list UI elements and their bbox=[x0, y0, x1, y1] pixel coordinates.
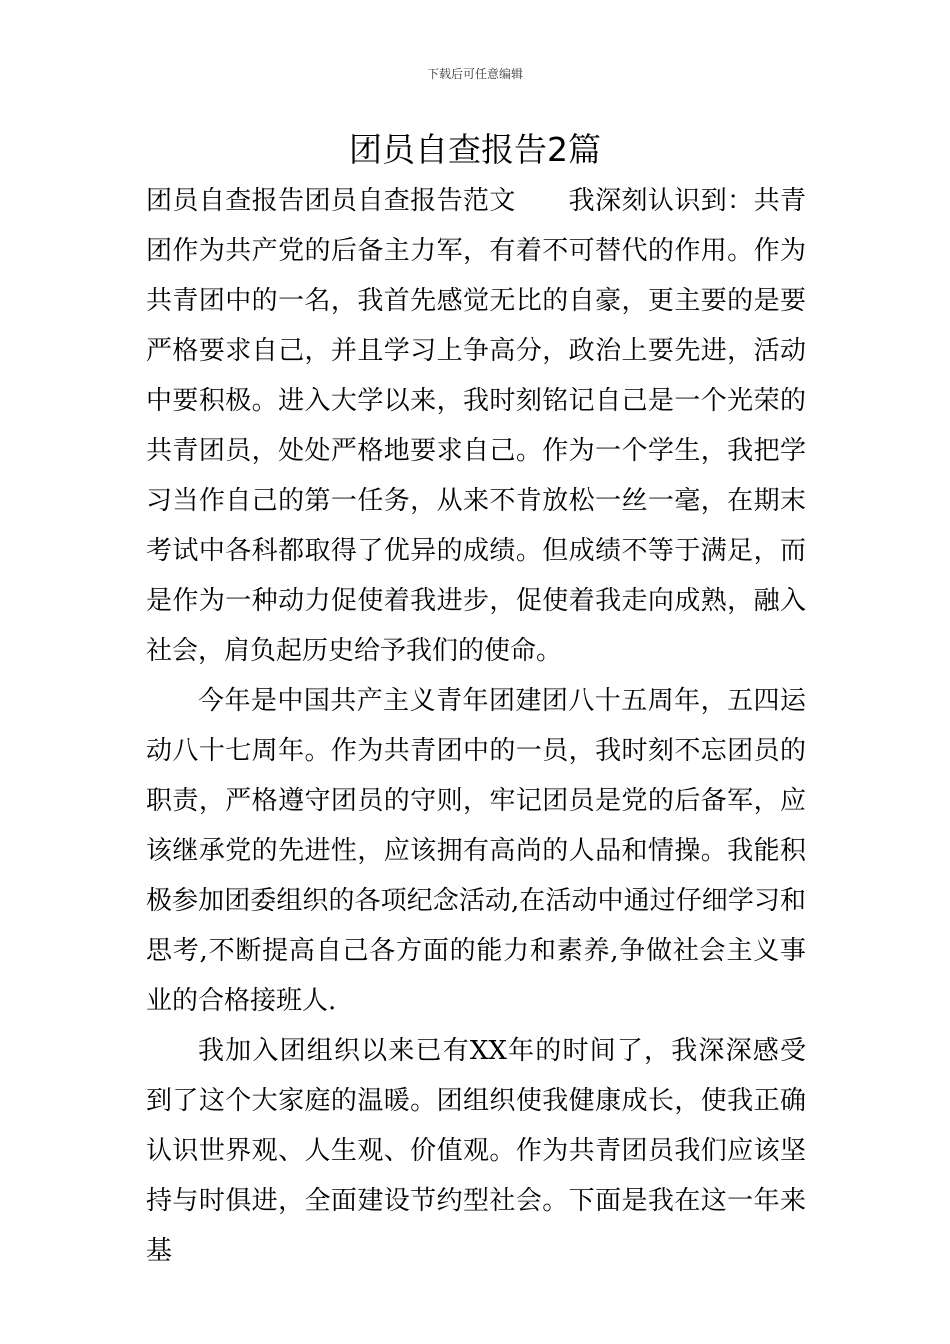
document-title: 团员自查报告2篇 bbox=[349, 130, 601, 169]
document-body bbox=[146, 176, 806, 1276]
paragraph-2: 今年是中国共产主义青年团建团八十五周年，五四运动八十七周年。作为共青团中的一员，我时刻不忘团员的职责，严格遵守团员的守则，牢记团员是党的后备军，应该继承党的先进性，应该拥有高尚的人品和情操。我能积极参加团委组织的各项纪念活动,在活动中通过仔细学习和思考,不断提高自己各方面的能力和素养,争做社会主义事业的合格接班人. bbox=[146, 686, 806, 1016]
paragraph-1: 团员自查报告团员自查报告范文 我深刻认识到：共青团作为共产党的后备主力军，有着不可替代的作用。作为共青团中的一名，我首先感觉无比的自豪，更主要的是要严格要求自己，并且学习上争高分，政治上要先进，活动中要积极。进入大学以来，我时刻铭记自己是一个光荣的共青团员，处处严格地要求自己。作为一个学生，我把学习当作自己的第一任务，从来不肯放松一丝一毫，在期末考试中各科都取得了优异的成绩。但成绩不等于满足，而是作为一种动力促使着我进步，促使着我走向成熟，融入社会，肩负起历史给予我们的使命。 bbox=[146, 186, 806, 666]
page-header-note: 下载后可任意编辑 bbox=[426, 67, 523, 81]
paragraph-3: 我加入团组织以来已有XX年的时间了，我深深感受到了这个大家庭的温暖。团组织使我健康成长，使我正确认识世界观、人生观、价值观。作为共青团员我们应该坚持与时俱进，全面建设节约型社会。下面是我在这一年来基 bbox=[146, 1036, 806, 1266]
